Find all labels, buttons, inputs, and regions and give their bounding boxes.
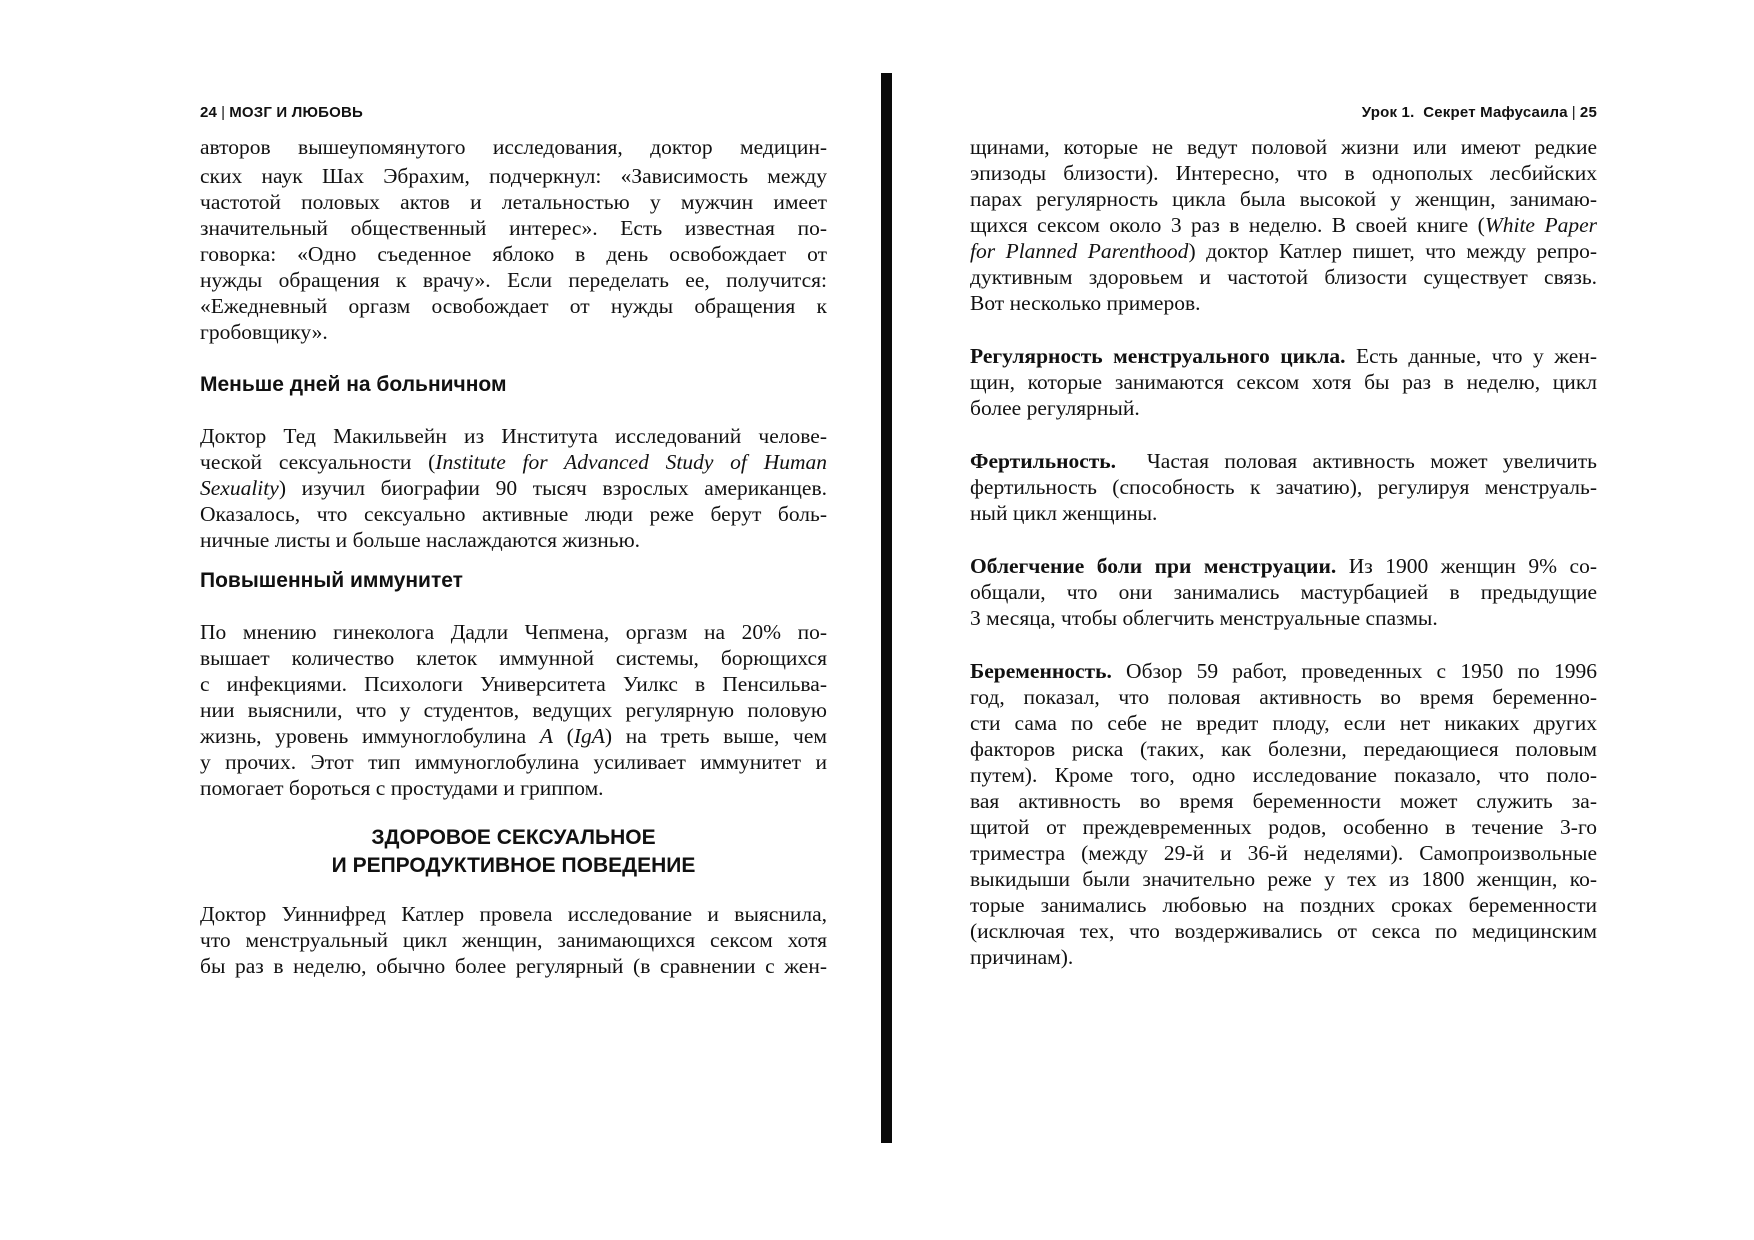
body-line: Доктор Тед Макильвейн из Института исследований челове- (200, 424, 827, 448)
body-line: щин, которые занимаются сексом хотя бы раз в неделю, цикл (970, 370, 1597, 394)
body-line: общали, что они занимались мастурбацией в предыдущие (970, 580, 1597, 604)
body-line: По мнению гинеколога Дадли Чепмена, оргазм на 20% по- (200, 620, 827, 644)
body-line: частотой половых актов и летальностью у мужчин имеет (200, 190, 827, 214)
item-term: Беременность. (970, 659, 1112, 683)
body-line: 3 месяца, чтобы облегчить менструальные спазмы. (970, 606, 1438, 630)
list-item-pregnancy (970, 657, 1597, 686)
body-line: более регулярный. (970, 396, 1140, 420)
body-line: авторов вышеупомянутого исследования, доктор медицин- (200, 135, 827, 159)
book-spine-gutter (881, 73, 892, 1143)
text-run: Обзор 59 работ, проведенных с 1950 по 1996 (1111, 659, 1597, 683)
body-line: факторов риска (таких, как болезни, передающиеся половым (970, 737, 1597, 761)
body-line: говорка: «Одно съеденное яблоко в день освобождает от (200, 242, 827, 266)
body-line: помогает бороться с простудами и гриппом. (200, 776, 604, 800)
text-run: Из 1900 женщин 9% со- (1336, 554, 1598, 578)
body-line: Вот несколько примеров. (970, 291, 1201, 315)
left-page-number: 24 (200, 104, 218, 121)
running-head-separator: | (1571, 104, 1576, 121)
left-running-head (200, 104, 363, 121)
text-run: Частая половая активность может увеличить (1116, 449, 1597, 473)
body-line (200, 448, 827, 477)
body-line: (исключая тех, что воздерживались от секса по медицинским (970, 919, 1597, 943)
body-line: бы раз в неделю, обычно более регулярный (в сравнении с жен- (200, 954, 827, 978)
body-line: год, показал, что половая активность во время беременно- (970, 685, 1597, 709)
body-line (970, 211, 1597, 240)
item-term: Фертильность. (970, 449, 1117, 473)
italic-run: Sexuality (200, 476, 279, 500)
right-page-number: 25 (1579, 104, 1597, 121)
running-head-separator: | (221, 104, 226, 121)
body-line: эпизоды близости). Интересно, что в однополых лесбийских (970, 161, 1597, 185)
list-item-pain-relief (970, 552, 1597, 581)
body-line: у прочих. Этот тип иммуноглобулина усиливает иммунитет и (200, 750, 827, 774)
section-heading-immunity: Повышенный иммунитет (200, 569, 463, 592)
body-line: триместра (между 29-й и 36-й неделями). Самопроизвольные (970, 841, 1597, 865)
body-line: сти сама по себе не вредит плоду, если нет никаких других (970, 711, 1597, 735)
chapter-heading-line-2: И РЕПРОДУКТИВНОЕ ПОВЕДЕНИЕ (331, 854, 696, 877)
body-line: ских наук Шах Эбрахим, подчеркнул: «Зависимость между (200, 164, 827, 188)
italic-run: IgA (573, 724, 605, 748)
right-running-head (1362, 104, 1597, 121)
body-line: гробовщику». (200, 320, 328, 344)
text-run: жизнь, уровень иммуноглобулина (200, 724, 540, 748)
chapter-label: Урок 1. (1361, 104, 1415, 121)
chapter-title: Секрет Мафусаила (1423, 104, 1568, 121)
list-item-fertility (970, 447, 1597, 476)
italic-run: for Planned Parenthood (970, 239, 1189, 263)
text-run: ) доктор Катлер пишет, что между репро- (1188, 239, 1597, 263)
body-line: Доктор Уиннифред Катлер провела исследование и выяснила, (200, 902, 827, 926)
text-run: ) изучил биографии 90 тысяч взрослых американцев. (278, 476, 827, 500)
body-line: торые занимались любовью на поздних сроках беременности (970, 893, 1597, 917)
body-line (970, 237, 1597, 266)
body-line: фертильность (способность к зачатию), регулируя менструаль- (970, 475, 1597, 499)
body-line: что менструальный цикл женщин, занимающихся сексом хотя (200, 928, 827, 952)
body-line: «Ежедневный оргазм освобождает от нужды обращения к (200, 294, 827, 318)
book-title: МОЗГ И ЛЮБОВЬ (229, 104, 364, 121)
text-run: ) на треть выше, чем (604, 724, 827, 748)
body-line: Оказалось, что сексуально активные люди реже берут боль- (200, 502, 827, 526)
item-term: Облегчение боли при менструации. (970, 554, 1337, 578)
body-line: щитой от преждевременных родов, особенно в течение 3-го (970, 815, 1597, 839)
body-line: ничные листы и больше наслаждаются жизнью. (200, 528, 641, 552)
body-line: выкидыши были значительно реже у тех из 1800 женщин, ко- (970, 867, 1597, 891)
body-line: вышает количество клеток иммунной системы, борющихся (200, 646, 827, 670)
italic-run: White Paper (1484, 213, 1597, 237)
body-line (200, 474, 827, 503)
italic-run: A (539, 724, 553, 748)
body-line: парах регулярность цикла была высокой у женщин, занимаю- (970, 187, 1597, 211)
item-term: Регулярность менструального цикла. (970, 344, 1346, 368)
body-line: путем). Кроме того, одно исследование показало, что поло- (970, 763, 1597, 787)
body-line: значительный общественный интерес». Есть известная по- (200, 216, 827, 240)
text-run: ( (552, 724, 574, 748)
chapter-heading-line-1: ЗДОРОВОЕ СЕКСУАЛЬНОЕ (371, 826, 656, 849)
body-line: с инфекциями. Психологи Университета Уилкс в Пенсильва- (200, 672, 827, 696)
text-run: Есть данные, что у жен- (1345, 344, 1597, 368)
list-item-menstrual-regularity (970, 342, 1597, 371)
text-run: щихся сексом около 3 раз в неделю. В своей книге ( (970, 213, 1485, 237)
body-line: дуктивным здоровьем и частотой близости существует связь. (970, 265, 1597, 289)
body-line: нужды обращения к врачу». Если переделать ее, получится: (200, 268, 827, 292)
body-line: ный цикл женщины. (970, 501, 1158, 525)
body-line: щинами, которые не ведут половой жизни или имеют редкие (970, 135, 1597, 159)
text-run: ческой сексуальности ( (200, 450, 436, 474)
body-line: вая активность во время беременности может служить за- (970, 789, 1597, 813)
body-line: нии выяснили, что у студентов, ведущих регулярную половую (200, 698, 827, 722)
section-heading-sick-days: Меньше дней на больничном (200, 373, 507, 396)
body-line: причинам). (970, 945, 1074, 969)
body-line (200, 722, 827, 751)
italic-run: Institute for Advanced Study of Human (435, 450, 827, 474)
